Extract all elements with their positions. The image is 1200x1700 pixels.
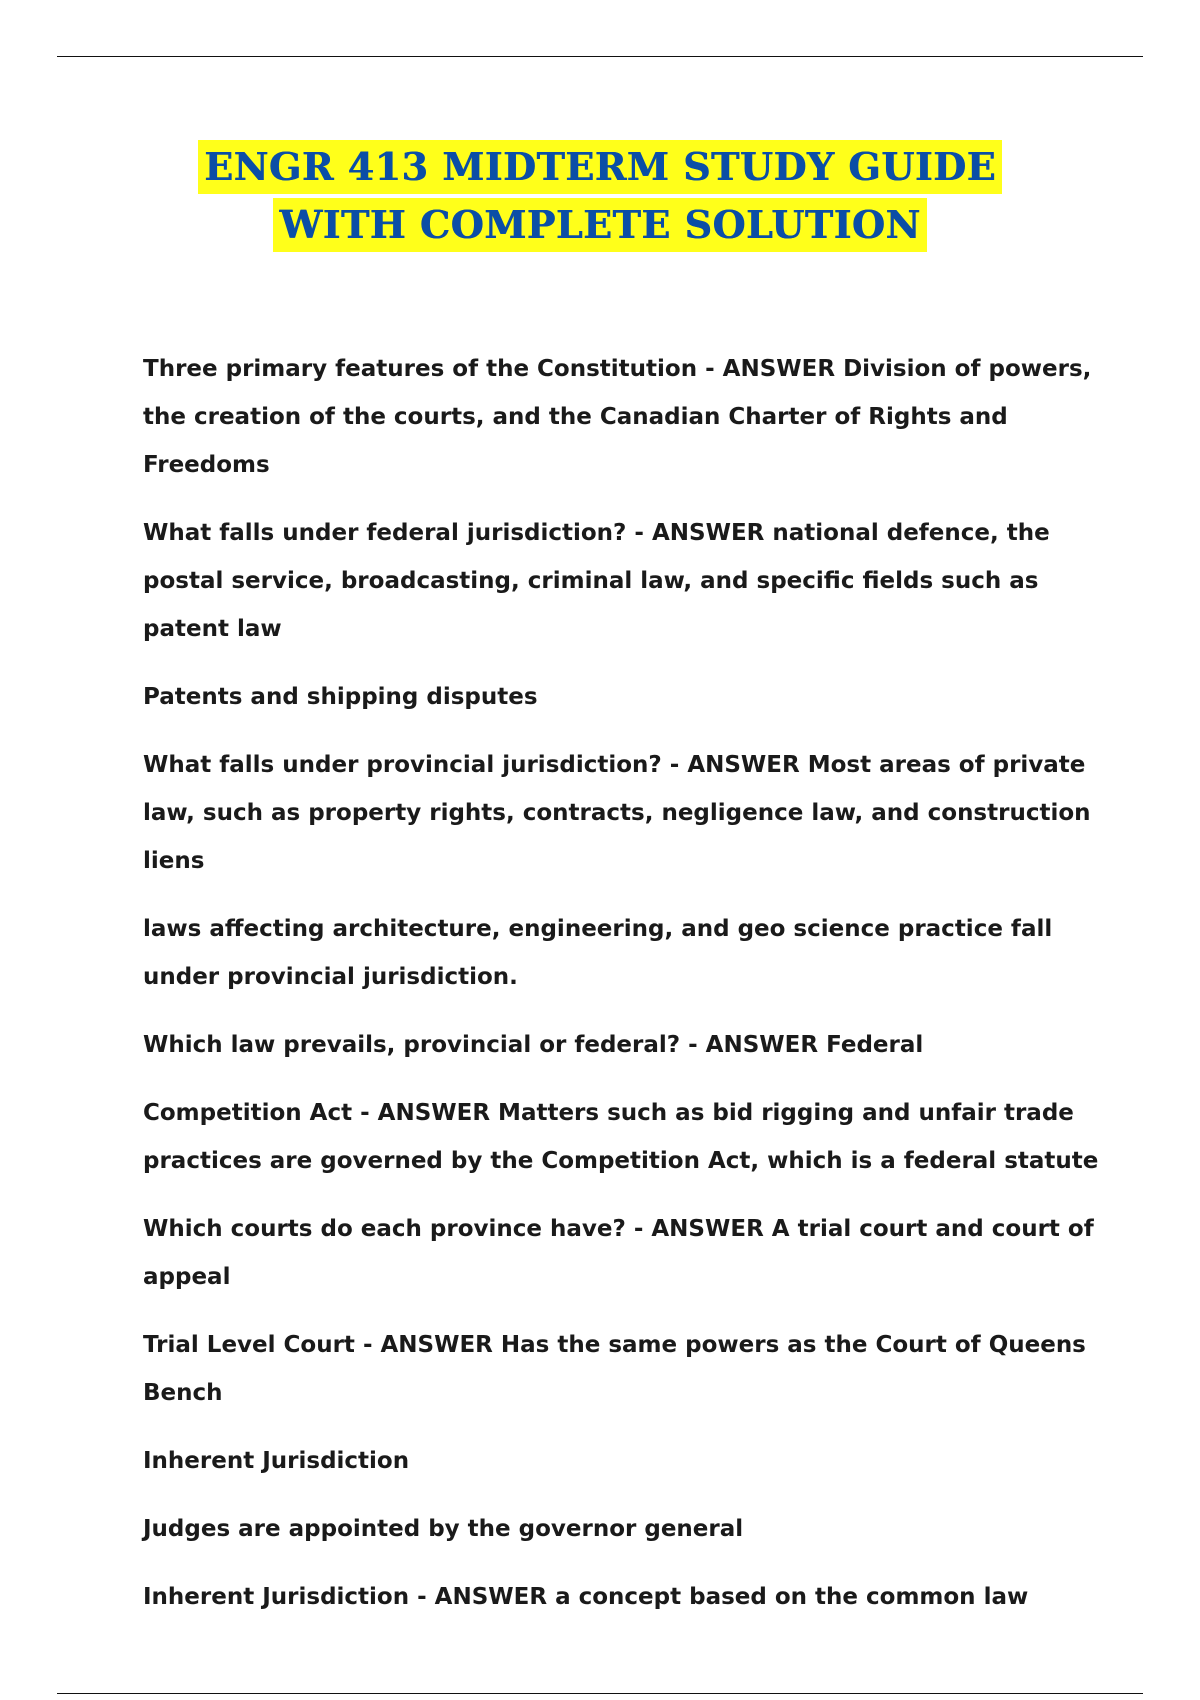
bottom-rule [57, 1693, 1143, 1694]
document-title [0, 140, 1200, 252]
qa-paragraph: Inherent Jurisdiction - ANSWER a concept based on the common law [143, 1584, 1029, 1610]
qa-paragraph: Which courts do each province have? - ANSWER A trial court and court of appeal [143, 1216, 1094, 1290]
qa-paragraph: What falls under federal jurisdiction? - ANSWER national defence, the postal service, broadcasting, criminal law, and specific fields such as patent law [143, 520, 1050, 642]
title-line-2: WITH COMPLETE SOLUTION [273, 198, 926, 252]
top-rule [57, 56, 1143, 57]
qa-paragraph: Which law prevails, provincial or federal? - ANSWER Federal [143, 1032, 924, 1058]
qa-paragraph: Patents and shipping disputes [143, 684, 538, 710]
qa-paragraph: Trial Level Court - ANSWER Has the same powers as the Court of Queens Bench [143, 1332, 1086, 1406]
qa-paragraph: Competition Act - ANSWER Matters such as bid rigging and unfair trade practices are governed by the Competition Act, which is a federal statute [143, 1100, 1099, 1174]
qa-paragraph: What falls under provincial jurisdiction? - ANSWER Most areas of private law, such as property rights, contracts, negligence law, and construction liens [143, 752, 1091, 874]
qa-paragraph: laws affecting architecture, engineering, and geo science practice fall under provincial jurisdiction. [143, 916, 1053, 990]
document-body [143, 345, 1103, 1641]
title-line-1: ENGR 413 MIDTERM STUDY GUIDE [198, 140, 1002, 194]
qa-paragraph: Three primary features of the Constitution - ANSWER Division of powers, the creation of the courts, and the Canadian Charter of Rights and Freedoms [143, 356, 1092, 478]
qa-paragraph: Judges are appointed by the governor general [143, 1516, 744, 1542]
qa-paragraph: Inherent Jurisdiction [143, 1448, 410, 1474]
